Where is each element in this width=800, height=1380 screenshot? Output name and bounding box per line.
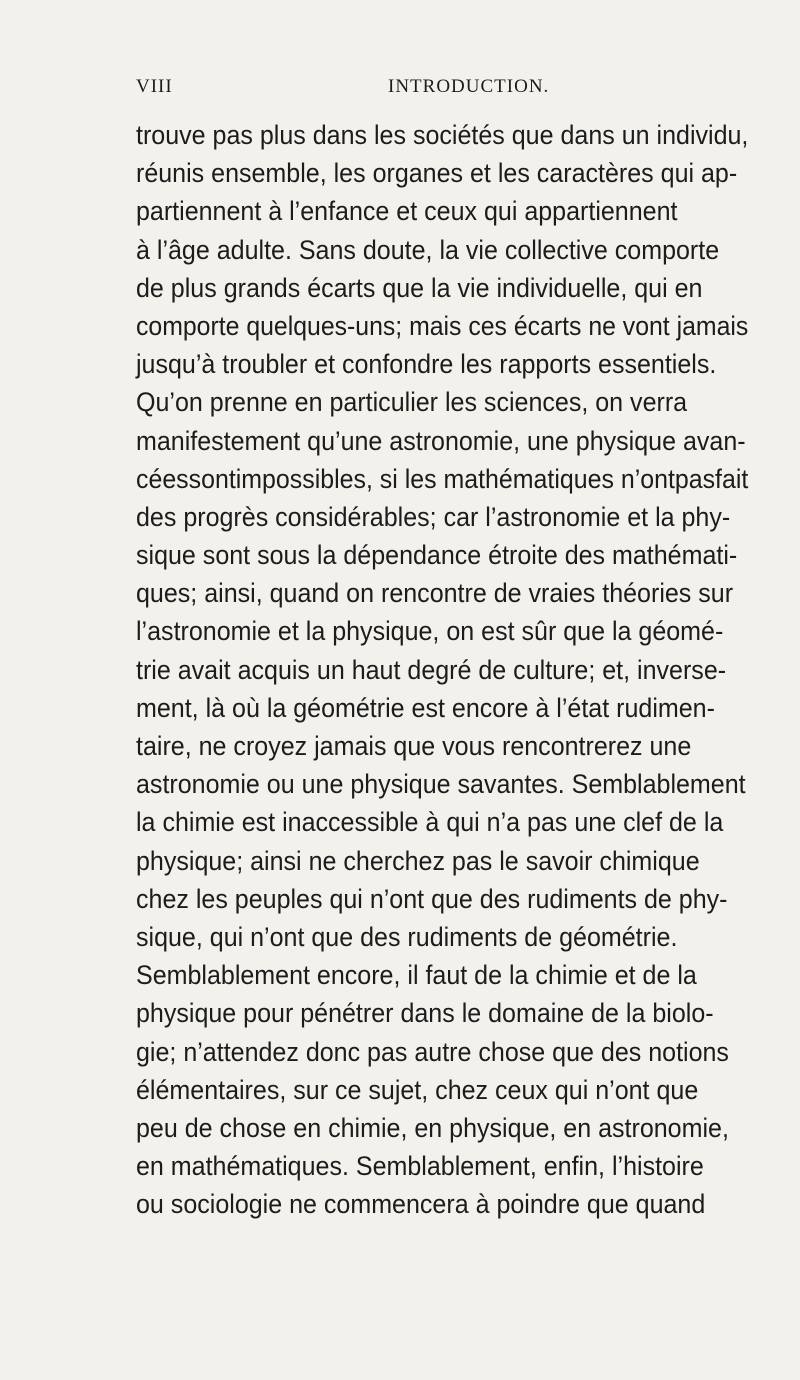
text-line: céessontimpossibles, si les mathématiques n’ontpasfait	[136, 463, 749, 494]
text-line: comporte quelques-uns; mais ces écarts ne vont jamais	[136, 310, 749, 341]
text-line: sique sont sous la dépendance étroite des mathémati-	[136, 540, 738, 571]
text-line: des progrès considérables; car l’astronomie et la phy-	[136, 501, 731, 532]
text-line: physique; ainsi ne cherchez pas le savoir chimique	[136, 845, 700, 876]
text-line: partiennent à l’enfance et ceux qui appartiennent	[136, 196, 678, 227]
text-line: gie; n’attendez donc pas autre chose que des notions	[136, 1036, 729, 1067]
text-line: taire, ne croyez jamais que vous rencontrerez une	[136, 731, 692, 761]
text-line: ou sociologie ne commencera à poindre que quand	[136, 1189, 706, 1220]
running-title: INTRODUCTION.	[388, 76, 550, 97]
text-line: chez les peuples qui n’ont que des rudiments de phy-	[136, 883, 728, 914]
text-line: manifestement qu’une astronomie, une physique avan-	[136, 425, 746, 456]
text-line: Qu’on prenne en particulier les sciences, on verra	[136, 387, 688, 418]
text-line: jusqu’à troubler et confondre les rapports essentiels.	[136, 349, 717, 380]
text-line: physique pour pénétrer dans le domaine de la biolo-	[136, 998, 714, 1029]
text-line: trie avait acquis un haut degré de culture; et, inverse-	[136, 654, 727, 685]
text-line: à l’âge adulte. Sans doute, la vie collective comporte	[136, 234, 720, 265]
text-line: ment, là où la géométrie est encore à l’état rudimen-	[136, 692, 715, 723]
text-line: trouve pas plus dans les sociétés que dans un individu,	[136, 120, 749, 150]
text-line: peu de chose en chimie, en physique, en astronomie,	[136, 1112, 729, 1143]
text-line: l’astronomie et la physique, on est sûr que la géomé-	[136, 616, 724, 647]
page-header	[136, 76, 748, 104]
text-line: astronomie ou une physique savantes. Semblablement	[136, 769, 746, 800]
text-line: réunis ensemble, les organes et les caractères qui ap-	[136, 158, 738, 189]
text-line: en mathématiques. Semblablement, enfin, l’histoire	[136, 1151, 704, 1182]
body-text	[136, 116, 796, 1223]
text-line: de plus grands écarts que la vie individuelle, qui en	[136, 272, 703, 303]
text-line: la chimie est inaccessible à qui n’a pas une clef de la	[136, 807, 724, 838]
text-line: Semblablement encore, il faut de la chimie et de la	[136, 960, 697, 991]
text-line: ques; ainsi, quand on rencontre de vraies théories sur	[136, 578, 734, 609]
text-line: élémentaires, sur ce sujet, chez ceux qui n’ont que	[136, 1074, 699, 1105]
text-line: sique, qui n’ont que des rudiments de géométrie.	[136, 921, 678, 952]
page-number: VIII	[136, 76, 173, 97]
